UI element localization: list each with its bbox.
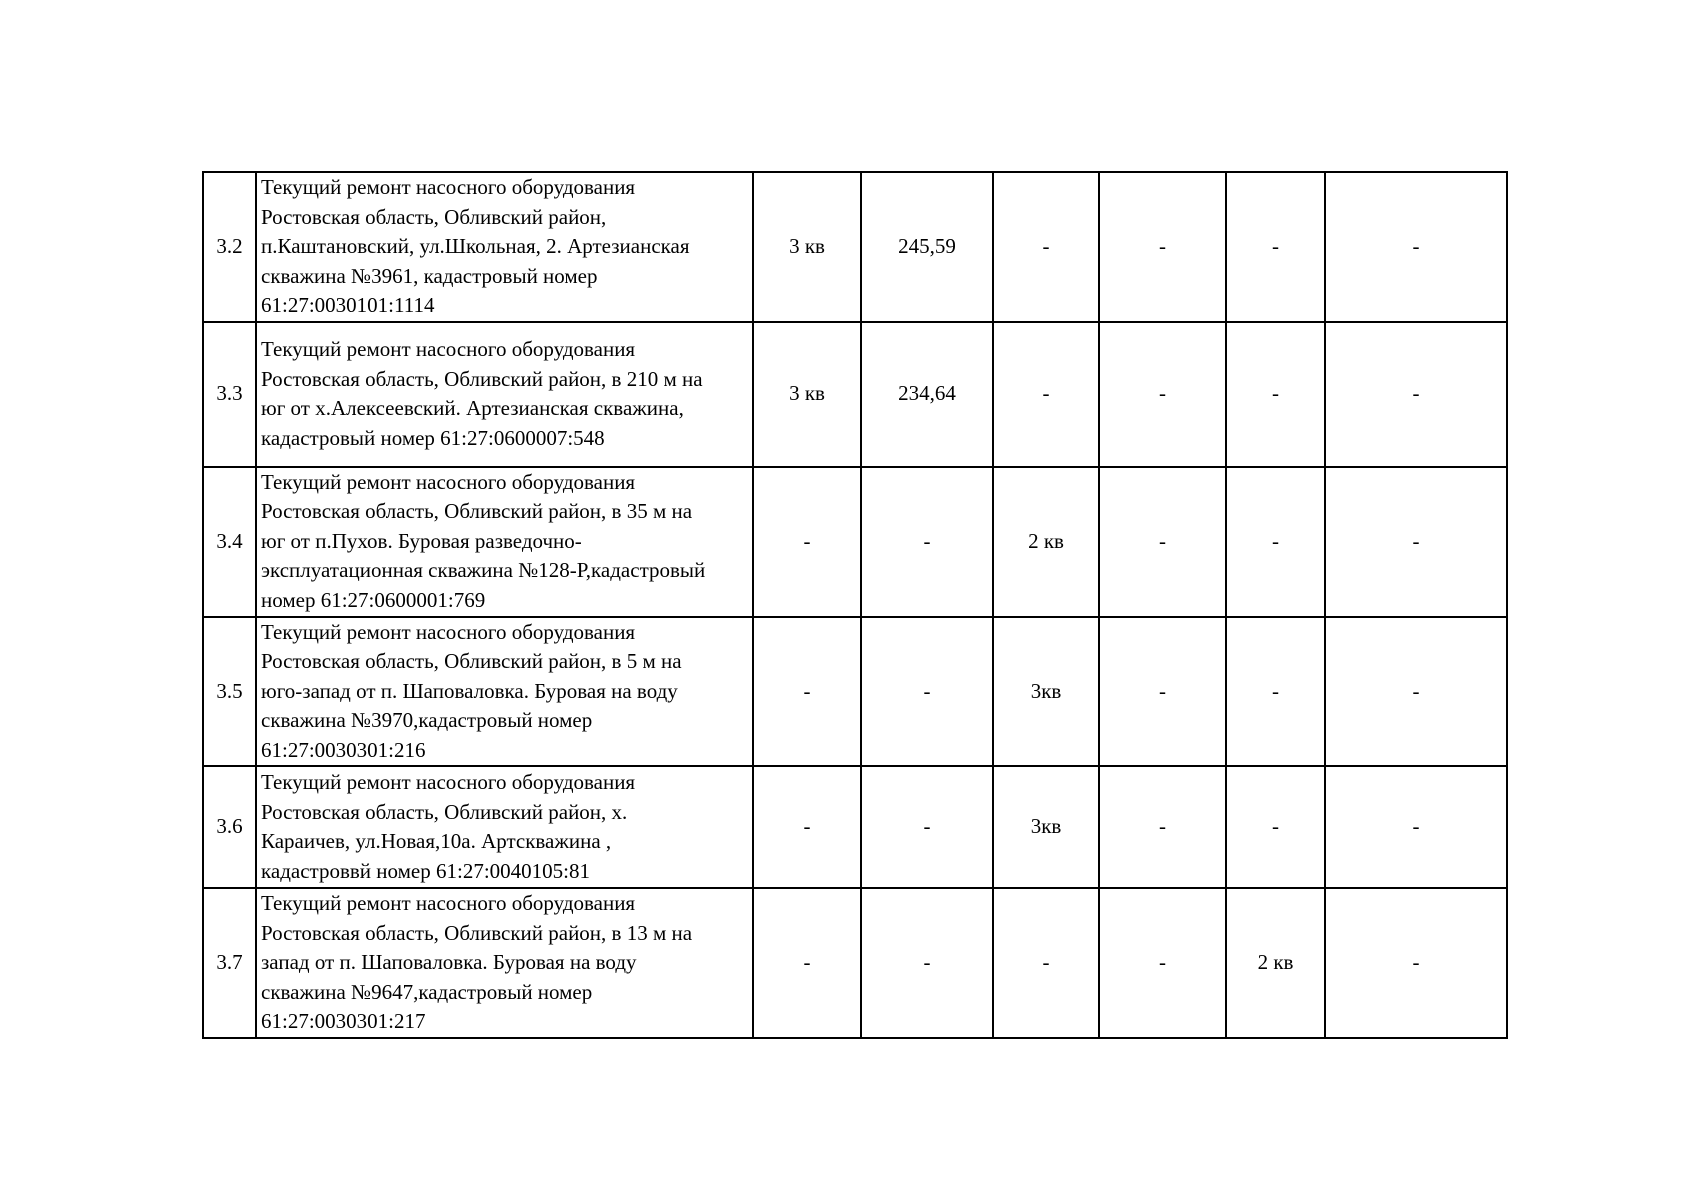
table-row — [203, 467, 1507, 617]
description-line: Ростовская область, Обливский район, х. — [261, 799, 628, 824]
description-line: Ростовская область, Обливский район, — [261, 204, 607, 229]
description-line: Текущий ремонт насосного оборудования — [261, 469, 636, 494]
table-row — [203, 172, 1507, 322]
cell-col-4: - — [861, 766, 993, 888]
cell-col-8: - — [1325, 172, 1507, 322]
cell-col-5: 2 кв — [993, 467, 1099, 617]
description-line: Ростовская область, Обливский район, в 5 м на — [261, 649, 682, 673]
row-number: 3.2 — [203, 172, 256, 322]
cell-col-4: - — [861, 617, 993, 767]
description-line: 61:27:0030301:217 — [261, 1009, 426, 1033]
description-line: Текущий ремонт насосного оборудования — [261, 770, 636, 794]
description-line: эксплуатационная скважина №128-Р,кадастровый — [261, 558, 706, 583]
cell-col-7: - — [1226, 467, 1325, 617]
row-description — [256, 888, 753, 1038]
cell-col-6: - — [1099, 766, 1226, 888]
cell-col-3: 3 кв — [753, 322, 861, 467]
description-line: Текущий ремонт насосного оборудования — [261, 175, 636, 199]
description-line: Караичев, ул.Новая,10а. Артскважина , — [261, 829, 612, 853]
description-line: скважина №3961, кадастровый номер — [261, 263, 598, 288]
description-line: кадастроввй номер 61:27:0040105:81 — [261, 858, 590, 883]
table-row — [203, 766, 1507, 888]
description-line: номер 61:27:0600001:769 — [261, 587, 486, 612]
cell-col-4: 234,64 — [861, 322, 993, 467]
cell-col-7: - — [1226, 172, 1325, 322]
cell-col-3: - — [753, 617, 861, 767]
row-description — [256, 322, 753, 467]
cell-col-8: - — [1325, 766, 1507, 888]
description-line: юг от х.Алексеевский. Артезианская скважина, — [261, 396, 684, 420]
row-number: 3.4 — [203, 467, 256, 617]
cell-col-4: - — [861, 467, 993, 617]
table-row — [203, 322, 1507, 467]
cell-col-8: - — [1325, 467, 1507, 617]
cell-col-8: - — [1325, 617, 1507, 767]
description-line: п.Каштановский, ул.Школьная, 2. Артезианская — [261, 234, 690, 258]
table-row — [203, 888, 1507, 1038]
cell-col-5: 3кв — [993, 617, 1099, 767]
description-line: Текущий ремонт насосного оборудования — [261, 337, 636, 361]
cell-col-4: - — [861, 888, 993, 1038]
description-line: юго-запад от п. Шаповаловка. Буровая на воду — [261, 678, 678, 703]
table-row — [203, 617, 1507, 767]
description-line: скважина №9647,кадастровый номер — [261, 979, 593, 1004]
description-line: 61:27:0030101:1114 — [261, 293, 435, 317]
description-line: юг от п.Пухов. Буровая разведочно- — [261, 528, 582, 553]
row-description — [256, 172, 753, 322]
description-line: Ростовская область, Обливский район, в 35 м на — [261, 499, 693, 524]
cell-col-8: - — [1325, 322, 1507, 467]
cell-col-5: - — [993, 322, 1099, 467]
description-line: 61:27:0030301:216 — [261, 737, 426, 762]
description-line: Текущий ремонт насосного оборудования — [261, 891, 636, 915]
description-line: скважина №3970,кадастровый номер — [261, 708, 593, 732]
row-description — [256, 467, 753, 617]
row-number: 3.3 — [203, 322, 256, 467]
cell-col-6: - — [1099, 322, 1226, 467]
works-table — [202, 171, 1508, 1039]
cell-col-4: 245,59 — [861, 172, 993, 322]
cell-col-8: - — [1325, 888, 1507, 1038]
description-line: запад от п. Шаповаловка. Буровая на воду — [261, 950, 637, 974]
description-line: Текущий ремонт насосного оборудования — [261, 619, 636, 644]
cell-col-7: 2 кв — [1226, 888, 1325, 1038]
cell-col-6: - — [1099, 617, 1226, 767]
cell-col-3: 3 кв — [753, 172, 861, 322]
row-number: 3.6 — [203, 766, 256, 888]
description-line: кадастровый номер 61:27:0600007:548 — [261, 425, 605, 450]
cell-col-7: - — [1226, 322, 1325, 467]
row-description — [256, 617, 753, 767]
cell-col-3: - — [753, 888, 861, 1038]
row-description — [256, 766, 753, 888]
row-number: 3.7 — [203, 888, 256, 1038]
cell-col-6: - — [1099, 467, 1226, 617]
cell-col-3: - — [753, 467, 861, 617]
cell-col-5: 3кв — [993, 766, 1099, 888]
cell-col-5: - — [993, 172, 1099, 322]
cell-col-3: - — [753, 766, 861, 888]
cell-col-7: - — [1226, 766, 1325, 888]
description-line: Ростовская область, Обливский район, в 13 м на — [261, 920, 693, 945]
description-line: Ростовская область, Обливский район, в 210 м на — [261, 366, 703, 391]
row-number: 3.5 — [203, 617, 256, 767]
cell-col-5: - — [993, 888, 1099, 1038]
cell-col-6: - — [1099, 888, 1226, 1038]
cell-col-6: - — [1099, 172, 1226, 322]
cell-col-7: - — [1226, 617, 1325, 767]
